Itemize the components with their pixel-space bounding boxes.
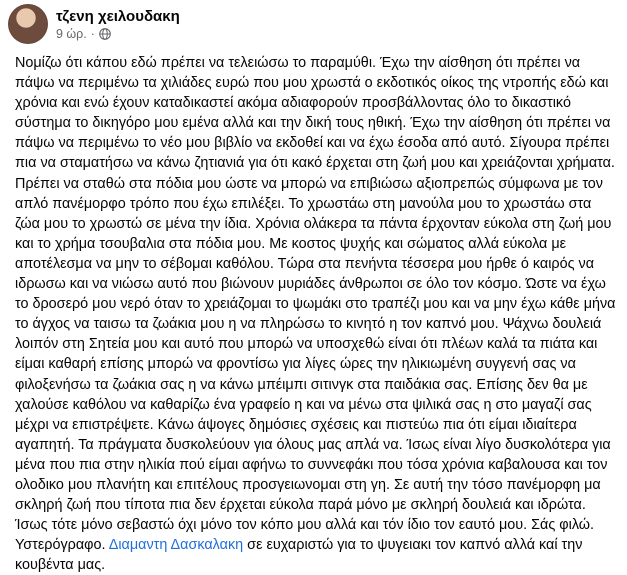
author-avatar[interactable]: [8, 4, 48, 44]
post-timestamp[interactable]: 9 ώρ.: [56, 26, 87, 41]
mention-link[interactable]: Διαμαντη Δασκαλακη: [108, 537, 244, 554]
post-text: Νομίζω ότι κάπου εδώ πρέπει να τελειώσω το παραμύθι. Έχω την αίσθηση ότι πρέπει να πάψω να περιμένω τα χιλιάδες ευρώ που μου χρωστά ο εκδοτικός οίκος της ντροπής εδώ και χρόνια και ενώ έχουν καταδικαστεί ακόμα αδιαφορούν προσβάλλοντας όλο το δικαστικό σύστημα το δικηγόρο μου εμένα αλλά και την δική τους ηθική. Έχω την αίσθηση ότι πρέπει να πάψω να περιμένω το νέο μου βιβλίο να εκδοθεί και να έχω έσοδα από αυτό. Σίγουρα πρέπει πια να σταματήσω να κάνω ζητιανιά για ότι κακό έρχεται στη ζωή μου και χρειάζονται χρήματα. Πρέπει να σταθώ στα πόδια μου ώστε να μπορώ να επιβιώσω αξιοπρεπώς σύμφωνα με τον απλό πανέμορφο τρόπο που έχω επιλέξει. Το χρωστάω στη μανούλα μου το χρωστάω στα ζώα μου το χρωστώ σε μένα την ίδια. Χρόνια ολάκερα τα πάντα έρχονταν εύκολα στη ζωή μου και το χρήμα τσουβαλια στα πόδια μου. Με κοστος ψυχής και σώματος αλλά εύκολα με αποτέλεσμα να μην το σέβομαι καθόλου. Τώρα στα πενήντα τέσσερα μου ήρθε ό καιρός να ιδρωσω και να νιώσω αυτό που βιώνουν μυριάδες άνθρωποι σε όλο τον κόσμο. Ώστε να έχω το δροσερό μου νερό όταν το χρειάζομαι το ψωμάκι στο τραπέζι μου και να μην έχω κάθε μήνα το άγχος να ταισω τα ζωάκια μου η να πληρώσω το κινητό η τον καπνό μου. Ψάχνω δουλειά λοιπόν στη Σητεία μου και αυτό που μπορώ να υποσχεθώ είναι ότι πλέων καλά τα πιάτα και είμαι καθαρή επίσης μπορώ να φροντίσω για λίγες ώρες την ηλικιωμένη συγγενή σας να φιλοξενήσω τα ζωάκια σας η να κάνω μπέιμπι σιτινγκ στα παιδάκια σας. Επίσης δεν θα με χαλούσε καθόλου να καθαρίζω ένα γραφείο η και να μένω στα ψιλικά σας η στο μαγαζί σας μέχρι να επιστρέψετε. Κάνω άψογες δημόσιες σχέσεις και πιστεύω πια ότι είμαι ιδιαίτερα αγαπητή. Τα πράγματα δυσκολεύουν για όλους μας απλά να. Ίσως είναι λίγο δυσκολότερα για μένα που πια στην ηλικία πού είμαι αφήνω το συννεφάκι που τόσα χρόνια καβαλουσα και τον ολοδικο μου πλανήτη και επιτέλους προσγειωνομαι στη γη. Σε αυτή την τόσο πανέμορφη μα σκληρή ζωή που τίποτα πια δεν έρχεται εύκολα παρά μόνο με σκληρή δουλειά και ιδρώτα. Ίσως τότε μόνο σεβαστώ όχι μόνο τον κόπο μου αλλά και τόν ίδιο τον εαυτό μου. Σάς φιλώ. Υστερόγραφο.: [15, 55, 616, 554]
post-header: [8, 4, 180, 44]
author-name[interactable]: τζενη χειλουδακη: [56, 7, 180, 25]
separator-dot: ·: [90, 26, 95, 41]
post-text-end: σε ευχαριστώ για το ψυγειακι τον καπνό αλλά καί την κουβέντα μας.: [15, 537, 583, 574]
globe-icon[interactable]: [99, 28, 111, 40]
post-subtitle: [56, 26, 180, 42]
author-meta: [56, 7, 180, 42]
post-body: [15, 53, 620, 575]
